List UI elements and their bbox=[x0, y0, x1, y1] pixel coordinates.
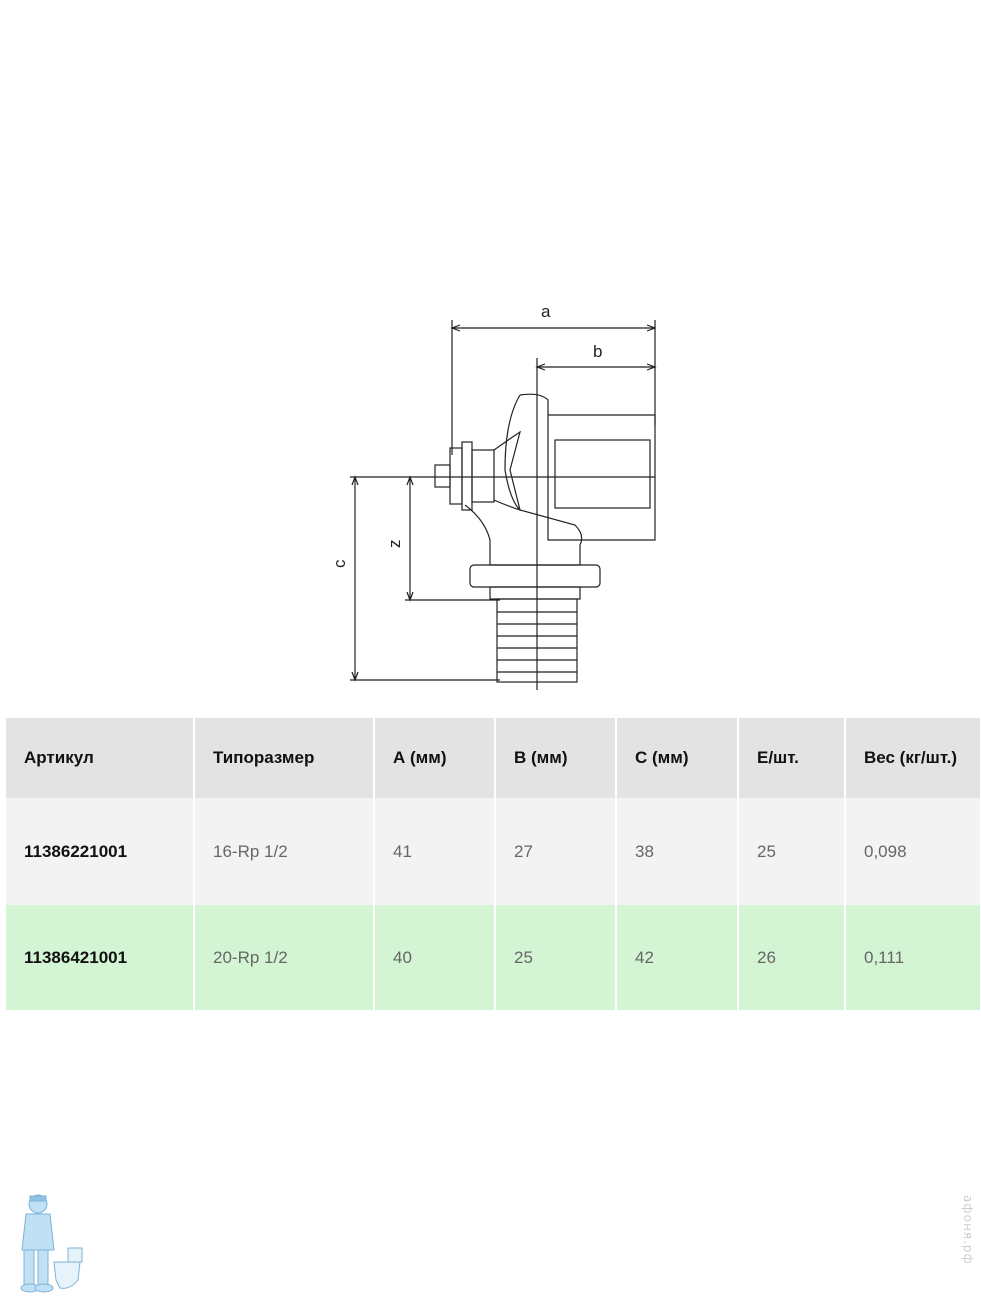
fitting-technical-drawing bbox=[320, 295, 680, 690]
cell-weight: 0,098 bbox=[845, 798, 981, 905]
header-c: С (мм) bbox=[616, 718, 738, 798]
header-article: Артикул bbox=[6, 718, 194, 798]
header-e: Е/шт. bbox=[738, 718, 845, 798]
cell-e: 25 bbox=[738, 798, 845, 905]
cell-b: 25 bbox=[495, 905, 616, 1010]
header-weight: Вес (кг/шт.) bbox=[845, 718, 981, 798]
spec-table bbox=[6, 718, 981, 1010]
cell-a: 40 bbox=[374, 905, 495, 1010]
cell-c: 42 bbox=[616, 905, 738, 1010]
dimension-z-label: z bbox=[385, 539, 404, 548]
cell-a: 41 bbox=[374, 798, 495, 905]
cell-article: 11386221001 bbox=[6, 798, 194, 905]
cell-weight: 0,111 bbox=[845, 905, 981, 1010]
dimension-c-label: c bbox=[330, 559, 349, 568]
plumber-mascot-icon bbox=[8, 1190, 88, 1300]
cell-c: 38 bbox=[616, 798, 738, 905]
dimension-b-label: b bbox=[593, 342, 603, 361]
table-row bbox=[6, 905, 981, 1010]
header-size: Типоразмер bbox=[194, 718, 374, 798]
cell-e: 26 bbox=[738, 905, 845, 1010]
dimension-a-label: a bbox=[541, 302, 551, 321]
table-header-row bbox=[6, 718, 981, 798]
cell-size: 16-Rp 1/2 bbox=[194, 798, 374, 905]
table-row bbox=[6, 798, 981, 905]
cell-size: 20-Rp 1/2 bbox=[194, 905, 374, 1010]
cell-b: 27 bbox=[495, 798, 616, 905]
site-watermark: афоня.рф bbox=[961, 1195, 975, 1265]
cell-article: 11386421001 bbox=[6, 905, 194, 1010]
header-a: А (мм) bbox=[374, 718, 495, 798]
header-b: В (мм) bbox=[495, 718, 616, 798]
